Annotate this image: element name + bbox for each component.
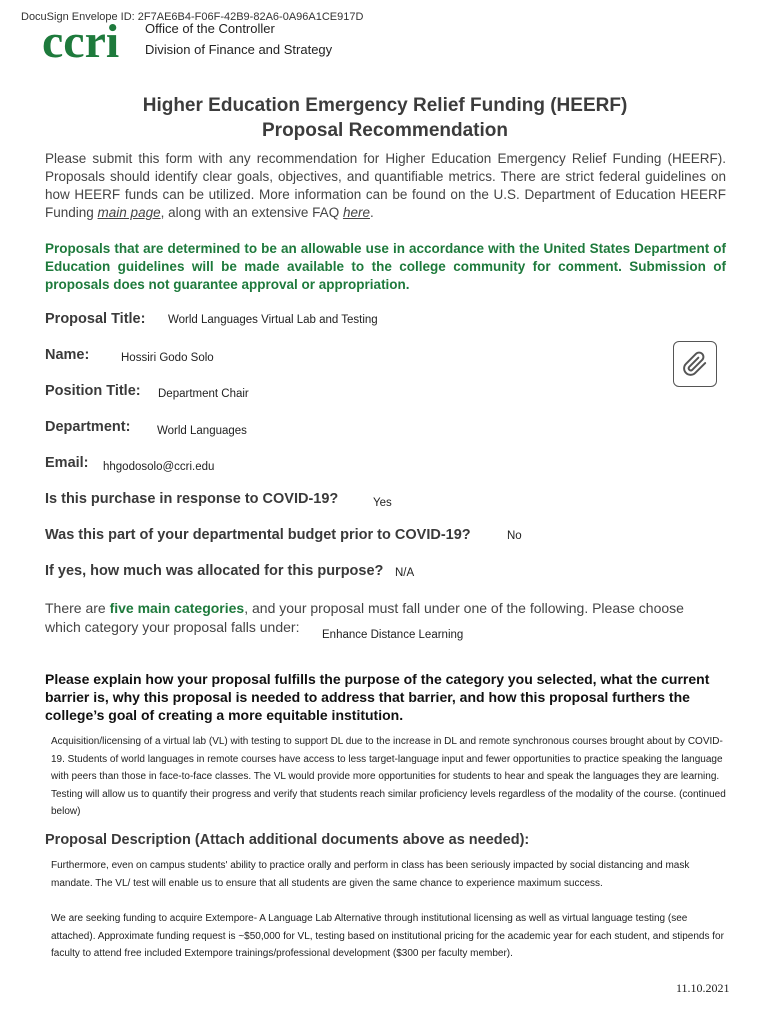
position-field[interactable]: Department Chair bbox=[158, 388, 249, 400]
division-name: Division of Finance and Strategy bbox=[145, 42, 333, 57]
ccri-logo bbox=[42, 17, 142, 68]
intro-paragraph: Please submit this form with any recommendation for Higher Education Emergency Relief Funding (HEERF). Proposals should identify clear goals, objectives, and quantifiable metrics. There are strict federal guidelines on how HEERF funds can be utilized. More information can be found on the U.S. Department of Education HEERF Funding main page, along with an extensive FAQ here. bbox=[45, 151, 726, 220]
budget-question-label: Was this part of your departmental budget prior to COVID-19? bbox=[45, 527, 471, 543]
notice-paragraph: Proposals that are determined to be an allowable use in accordance with the United States Department of Education guidelines will be made available to the college community for comment. Submission of proposals does not guarantee approval or appropriation. bbox=[45, 241, 726, 292]
email-field[interactable]: hhgodosolo@ccri.edu bbox=[103, 461, 215, 473]
covid-answer-field[interactable]: Yes bbox=[373, 497, 392, 509]
name-field[interactable]: Hossiri Godo Solo bbox=[121, 352, 214, 364]
category-field[interactable]: Enhance Distance Learning bbox=[322, 629, 464, 641]
budget-answer-field[interactable]: No bbox=[507, 530, 522, 542]
covid-question-label: Is this purchase in response to COVID-19? bbox=[45, 491, 339, 507]
description-paragraph-2[interactable]: We are seeking funding to acquire Extempore- A Language Lab Alternative through institutional licensing as well as virtual language testing (see attached). Approximate funding request is ~$50,000 for VL, testing based on institutional pricing for the academic year for each student, and stipends for faculty to attend free included Extempore trainings/professional development ($300 per faculty member). bbox=[51, 913, 724, 959]
email-label: Email: bbox=[45, 455, 89, 471]
page-subtitle: Proposal Recommendation bbox=[262, 120, 508, 141]
description-paragraph-1[interactable]: Furthermore, even on campus students' ability to practice orally and perform in class has been seriously impacted by social distancing and mask mandate. The VL/ test will enable us to ensure that all students are given the same chance to experience maximum success. bbox=[51, 860, 690, 889]
office-name: Office of the Controller bbox=[145, 21, 275, 36]
allocation-answer-field[interactable]: N/A bbox=[395, 567, 415, 579]
attach-document-button[interactable] bbox=[673, 341, 717, 387]
proposal-title-label: Proposal Title: bbox=[45, 311, 146, 327]
allocation-question-label: If yes, how much was allocated for this purpose? bbox=[45, 563, 384, 579]
main-page-link[interactable]: main page bbox=[97, 205, 161, 220]
proposal-title-field[interactable]: World Languages Virtual Lab and Testing bbox=[168, 314, 378, 326]
envelope-id: DocuSign Envelope ID: 2F7AE6B4-F06F-42B9-82A6-0A96A1CE917D bbox=[21, 11, 364, 23]
faq-link[interactable]: here bbox=[342, 205, 370, 220]
five-categories-link[interactable]: five main categories bbox=[109, 600, 245, 616]
category-instructions: There are five main categories, and your proposal must fall under one of the following. Please choose which category your proposal falls under: bbox=[45, 600, 684, 635]
document-date: 11.10.2021 bbox=[676, 981, 730, 995]
department-field[interactable]: World Languages bbox=[157, 425, 247, 437]
page-title: Higher Education Emergency Relief Funding (HEERF) bbox=[142, 95, 628, 116]
name-label: Name: bbox=[45, 347, 90, 363]
paperclip-icon bbox=[682, 351, 708, 377]
explain-prompt: Please explain how your proposal fulfills the purpose of the category you selected, what the current barrier is, why this proposal is needed to address that barrier, and how this proposal furthers the college’s goal of creating a more equitable institution. bbox=[45, 671, 710, 723]
department-label: Department: bbox=[45, 419, 131, 435]
logo-text: ccri bbox=[42, 17, 120, 63]
position-label: Position Title: bbox=[45, 383, 141, 399]
explain-answer-field[interactable]: Acquisition/licensing of a virtual lab (VL) with testing to support DL due to the increase in DL and remote synchronous courses brought about by COVID-19. Students of world languages in remote courses have access to less target-language input and fewer opportunities to practice speaking the language with peers than those in face-to-face classes. The VL would provide more opportunities for students to hear and speak the languages they are learning. Testing will allow us to quantify their progress and verify that students reach similar proficiency levels regardless of the modality of the course. (continued below) bbox=[51, 736, 726, 817]
proposal-description-label: Proposal Description (Attach additional documents above as needed): bbox=[45, 832, 530, 848]
